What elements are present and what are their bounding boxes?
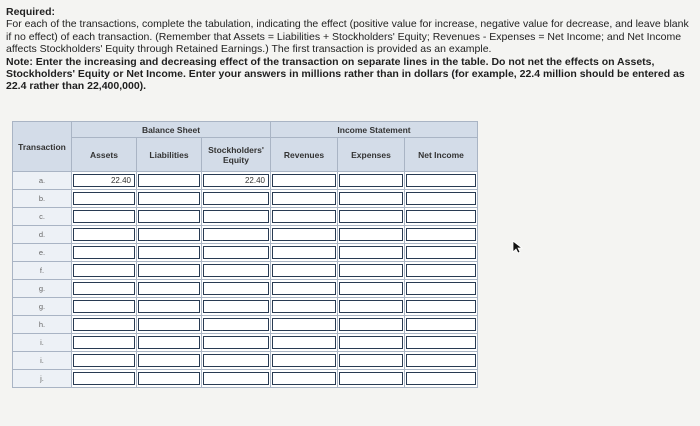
assets-cell (72, 226, 137, 244)
liabilities-cell (137, 352, 202, 370)
liabilities-input[interactable] (138, 246, 200, 259)
equity-cell (202, 190, 271, 208)
liabilities-input[interactable] (138, 300, 200, 313)
revenues-input[interactable] (272, 174, 336, 187)
expenses-cell (338, 226, 405, 244)
equity-cell (202, 352, 271, 370)
transaction-header: Transaction (13, 122, 72, 172)
revenues-input[interactable] (272, 282, 336, 295)
revenues-input[interactable] (272, 318, 336, 331)
transaction-label: g. (13, 298, 72, 316)
transaction-label: h. (13, 316, 72, 334)
balance-sheet-header: Balance Sheet (72, 122, 271, 138)
revenues-cell (271, 172, 338, 190)
revenues-cell (271, 316, 338, 334)
equity-input[interactable] (203, 210, 269, 223)
net-income-cell (405, 334, 478, 352)
equity-input[interactable] (203, 264, 269, 277)
equity-cell (202, 280, 271, 298)
equity-cell (202, 334, 271, 352)
revenues-cell (271, 262, 338, 280)
transaction-label: g. (13, 280, 72, 298)
expenses-cell (338, 316, 405, 334)
assets-input[interactable] (73, 372, 135, 385)
liabilities-cell (137, 370, 202, 388)
net-income-input[interactable] (406, 228, 476, 241)
assets-cell (72, 298, 137, 316)
net-income-header: Net Income (405, 138, 478, 172)
net-income-input[interactable] (406, 318, 476, 331)
expenses-input[interactable] (339, 282, 403, 295)
mouse-pointer-icon (512, 240, 524, 259)
expenses-cell (338, 190, 405, 208)
equity-input[interactable] (203, 228, 269, 241)
revenues-cell (271, 298, 338, 316)
expenses-input[interactable] (339, 372, 403, 385)
revenues-input[interactable] (272, 354, 336, 367)
assets-input[interactable]: 22.40 (73, 174, 135, 187)
net-income-cell (405, 172, 478, 190)
expenses-input[interactable] (339, 228, 403, 241)
expenses-cell (338, 334, 405, 352)
expenses-cell (338, 352, 405, 370)
revenues-input[interactable] (272, 372, 336, 385)
net-income-cell (405, 208, 478, 226)
assets-input[interactable] (73, 192, 135, 205)
liabilities-input[interactable] (138, 372, 200, 385)
expenses-input[interactable] (339, 192, 403, 205)
liabilities-input[interactable] (138, 264, 200, 277)
revenues-input[interactable] (272, 300, 336, 313)
assets-header: Assets (72, 138, 137, 172)
assets-input[interactable] (73, 264, 135, 277)
assets-input[interactable] (73, 336, 135, 349)
net-income-input[interactable] (406, 246, 476, 259)
expenses-cell (338, 262, 405, 280)
net-income-cell (405, 226, 478, 244)
revenues-input[interactable] (272, 192, 336, 205)
expenses-input[interactable] (339, 264, 403, 277)
assets-input[interactable] (73, 300, 135, 313)
liabilities-cell (137, 226, 202, 244)
net-income-cell (405, 190, 478, 208)
assets-input[interactable] (73, 354, 135, 367)
net-income-cell (405, 352, 478, 370)
expenses-cell (338, 370, 405, 388)
equity-cell (202, 316, 271, 334)
transaction-label: c. (13, 208, 72, 226)
net-income-input[interactable] (406, 282, 476, 295)
equity-cell (202, 262, 271, 280)
liabilities-input[interactable] (138, 336, 200, 349)
equity-input[interactable] (203, 282, 269, 295)
table-row (13, 208, 478, 226)
equity-input[interactable] (203, 336, 269, 349)
net-income-input[interactable] (406, 354, 476, 367)
revenues-cell (271, 244, 338, 262)
table-row (13, 370, 478, 388)
equity-input[interactable] (203, 372, 269, 385)
expenses-input[interactable] (339, 354, 403, 367)
expenses-input[interactable] (339, 174, 403, 187)
equity-cell (202, 298, 271, 316)
liabilities-cell (137, 208, 202, 226)
equity-header: Stockholders' Equity (202, 138, 271, 172)
expenses-input[interactable] (339, 318, 403, 331)
expenses-input[interactable] (339, 300, 403, 313)
net-income-input[interactable] (406, 264, 476, 277)
liabilities-input[interactable] (138, 282, 200, 295)
expenses-cell (338, 172, 405, 190)
revenues-cell (271, 370, 338, 388)
expenses-cell (338, 298, 405, 316)
assets-cell (72, 334, 137, 352)
revenues-cell (271, 334, 338, 352)
net-income-input[interactable] (406, 300, 476, 313)
expenses-header: Expenses (338, 138, 405, 172)
transaction-label: i. (13, 352, 72, 370)
transaction-label: d. (13, 226, 72, 244)
liabilities-header: Liabilities (137, 138, 202, 172)
table-row (13, 262, 478, 280)
expenses-cell (338, 208, 405, 226)
liabilities-cell (137, 244, 202, 262)
net-income-cell (405, 280, 478, 298)
equity-cell (202, 226, 271, 244)
liabilities-input[interactable] (138, 174, 200, 187)
revenues-input[interactable] (272, 210, 336, 223)
transaction-label: b. (13, 190, 72, 208)
equity-input[interactable] (203, 246, 269, 259)
instructions (6, 6, 694, 93)
liabilities-input[interactable] (138, 210, 200, 223)
assets-input[interactable] (73, 318, 135, 331)
table-row (13, 316, 478, 334)
revenues-cell (271, 190, 338, 208)
liabilities-input[interactable] (138, 318, 200, 331)
liabilities-input[interactable] (138, 354, 200, 367)
equity-cell (202, 172, 271, 190)
assets-cell (72, 316, 137, 334)
liabilities-cell (137, 316, 202, 334)
net-income-cell (405, 370, 478, 388)
assets-cell (72, 190, 137, 208)
liabilities-cell (137, 190, 202, 208)
equity-input[interactable] (203, 192, 269, 205)
revenues-cell (271, 280, 338, 298)
instructions-note: Note: Enter the increasing and decreasing effect of the transaction on separate lines in the table. Do not net the effects on Assets, Stockholders' Equity or Net Income. Enter your answers in millions rather than in dollars (for example, 22.4 million should be entered as 22.4 rather than 22,400,000). (6, 55, 685, 93)
revenues-input[interactable] (272, 264, 336, 277)
expenses-input[interactable] (339, 336, 403, 349)
net-income-cell (405, 244, 478, 262)
liabilities-cell (137, 280, 202, 298)
revenues-cell (271, 208, 338, 226)
revenues-input[interactable] (272, 228, 336, 241)
net-income-input[interactable] (406, 210, 476, 223)
liabilities-input[interactable] (138, 228, 200, 241)
expenses-input[interactable] (339, 210, 403, 223)
equity-input[interactable] (203, 318, 269, 331)
equity-cell (202, 244, 271, 262)
table-row (13, 298, 478, 316)
assets-cell (72, 280, 137, 298)
net-income-input[interactable] (406, 192, 476, 205)
transaction-label: f. (13, 262, 72, 280)
net-income-cell (405, 316, 478, 334)
assets-input[interactable] (73, 210, 135, 223)
assets-cell (72, 172, 137, 190)
income-statement-header: Income Statement (271, 122, 478, 138)
equity-input[interactable] (203, 300, 269, 313)
tabulation-table (12, 121, 478, 388)
revenues-input[interactable] (272, 336, 336, 349)
liabilities-cell (137, 262, 202, 280)
net-income-cell (405, 298, 478, 316)
table-row (13, 172, 478, 190)
revenues-input[interactable] (272, 246, 336, 259)
net-income-input[interactable] (406, 336, 476, 349)
assets-input[interactable] (73, 246, 135, 259)
liabilities-cell (137, 172, 202, 190)
revenues-cell (271, 226, 338, 244)
liabilities-cell (137, 298, 202, 316)
revenues-cell (271, 352, 338, 370)
transaction-label: a. (13, 172, 72, 190)
assets-cell (72, 244, 137, 262)
revenues-header: Revenues (271, 138, 338, 172)
table-row (13, 190, 478, 208)
assets-cell (72, 262, 137, 280)
transaction-label: e. (13, 244, 72, 262)
table-row (13, 244, 478, 262)
table-row (13, 352, 478, 370)
assets-cell (72, 352, 137, 370)
equity-input[interactable]: 22.40 (203, 174, 269, 187)
assets-input[interactable] (73, 228, 135, 241)
expenses-cell (338, 244, 405, 262)
required-label: Required: (6, 6, 56, 18)
transaction-label: i. (13, 334, 72, 352)
expenses-cell (338, 280, 405, 298)
equity-cell (202, 208, 271, 226)
net-income-input[interactable] (406, 372, 476, 385)
expenses-input[interactable] (339, 246, 403, 259)
table-row (13, 334, 478, 352)
assets-input[interactable] (73, 282, 135, 295)
assets-cell (72, 370, 137, 388)
table-row (13, 226, 478, 244)
liabilities-cell (137, 334, 202, 352)
instructions-body: For each of the transactions, complete the tabulation, indicating the effect (positive value for increase, negative value for decrease, and leave blank if no effect) of each transaction. (Remember that Assets = Liabilities + Stockholders' Equity; Revenues - Expenses = Net Income; and Net Income affects Stockholders' Equity through Retained Earnings.) The first transaction is provided as an example. (6, 18, 689, 56)
transaction-label: j. (13, 370, 72, 388)
table-row (13, 280, 478, 298)
assets-cell (72, 208, 137, 226)
net-income-cell (405, 262, 478, 280)
equity-input[interactable] (203, 354, 269, 367)
equity-cell (202, 370, 271, 388)
liabilities-input[interactable] (138, 192, 200, 205)
net-income-input[interactable] (406, 174, 476, 187)
